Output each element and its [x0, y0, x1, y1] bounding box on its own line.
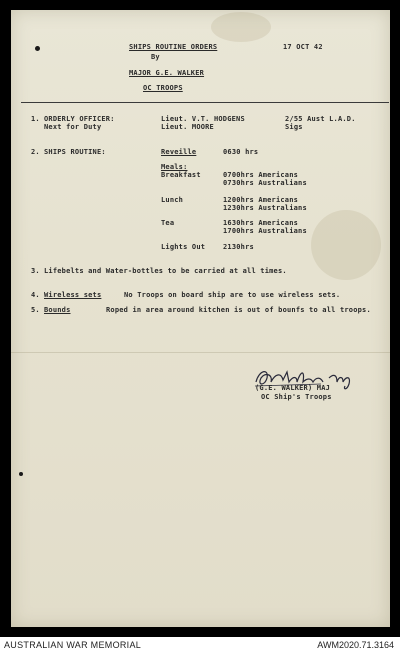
item2-num: 2. [31, 148, 40, 156]
footer-bar [0, 637, 400, 653]
punch-hole [35, 46, 40, 51]
footer-accession-number: AWM2020.71.3164 [317, 640, 394, 650]
punch-hole [19, 472, 23, 476]
doc-author: MAJOR G.E. WALKER [129, 69, 205, 77]
header-rule [21, 102, 389, 103]
paper-stain [211, 12, 271, 42]
item2-label: SHIPS ROUTINE: [44, 148, 106, 156]
item5-label: Bounds [44, 306, 71, 314]
lights-out-label: Lights Out [161, 243, 206, 251]
item1-unit2: Sigs [285, 123, 303, 131]
reveille-label: Reveille [161, 148, 197, 156]
item4-text: No Troops on board ship are to use wireless sets. [124, 291, 341, 299]
reveille-time: 0630 hrs [223, 148, 259, 156]
item1-label: ORDERLY OFFICER: [44, 115, 115, 123]
lunch-line-1: 1200hrs Americans [223, 196, 299, 204]
item1-officer2: Lieut. MOORE [161, 123, 214, 131]
doc-title: SHIPS ROUTINE ORDERS [129, 43, 218, 51]
doc-role: OC TROOPS [143, 84, 183, 92]
tea-label: Tea [161, 219, 175, 227]
signatory-name: (G.E. WALKER) MAJ [255, 384, 331, 392]
breakfast-line-2: 0730hrs Australians [223, 179, 307, 187]
tea-line-1: 1630hrs Americans [223, 219, 299, 227]
item1-num: 1. [31, 115, 40, 123]
lunch-label: Lunch [161, 196, 184, 204]
item1-officer1: Lieut. V.T. HODGENS [161, 115, 245, 123]
item4-num: 4. [31, 291, 40, 299]
meals-label: Meals: [161, 163, 188, 171]
item1-unit1: 2/55 Aust L.A.D. [285, 115, 356, 123]
lights-out-time: 2130hrs [223, 243, 254, 251]
fold-line [11, 352, 390, 353]
document-page [11, 10, 390, 627]
tea-line-2: 1700hrs Australians [223, 227, 307, 235]
breakfast-label: Breakfast [161, 171, 201, 179]
item4-label: Wireless sets [44, 291, 102, 299]
doc-by: By [151, 53, 160, 61]
item3-num: 3. [31, 267, 40, 275]
item5-text: Roped in area around kitchen is out of bounfs to all troops. [106, 306, 371, 314]
item1-label2: Next for Duty [44, 123, 102, 131]
item3-text: Lifebelts and Water-bottles to be carried at all times. [44, 267, 287, 275]
doc-date: 17 OCT 42 [283, 43, 323, 51]
item5-num: 5. [31, 306, 40, 314]
paper-stain [311, 210, 381, 280]
footer-institution: AUSTRALIAN WAR MEMORIAL [4, 640, 142, 650]
breakfast-line-1: 0700hrs Americans [223, 171, 299, 179]
signatory-title: OC Ship's Troops [261, 393, 332, 401]
lunch-line-2: 1230hrs Australians [223, 204, 307, 212]
